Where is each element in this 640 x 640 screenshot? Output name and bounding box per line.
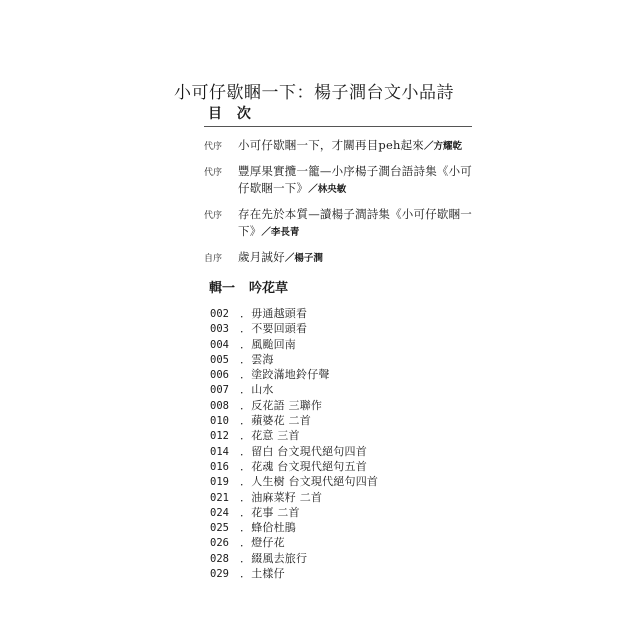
preface-list (204, 137, 480, 275)
poem-title: ．塗跤滿地鈴仔聲 (240, 368, 330, 382)
poem-title: ．反花語 三聯作 (240, 398, 323, 412)
poem-title: ．蜂佮杜鵑 (240, 521, 296, 535)
poem-title: ．花魂 台文現代絕句五首 (240, 459, 367, 473)
book-title: 小可仔歇睏一下：楊子澗台文小品詩 (174, 83, 454, 103)
preface-label: 代序 (204, 211, 223, 221)
preface-author: ／林央敏 (308, 184, 347, 195)
page-number: 028 (210, 552, 229, 565)
toc-row (210, 505, 378, 520)
page-number: 008 (210, 399, 229, 412)
poem-title: ．花意 三首 (240, 429, 300, 443)
toc-row (210, 490, 378, 505)
preface-author: ／李長青 (261, 227, 300, 238)
page-number: 007 (210, 384, 229, 397)
page-number: 026 (210, 537, 229, 550)
poem-title: ．花事 二首 (240, 505, 300, 519)
page-number: 021 (210, 491, 229, 504)
poem-title: ．留白 台文現代絕句四首 (240, 444, 367, 458)
page-number: 019 (210, 476, 229, 489)
poem-list (210, 306, 378, 581)
preface-title: 豐厚果實攬一籠—小序楊子澗台語詩集《小可仔歇睏一下》 (238, 164, 472, 195)
page-number: 002 (210, 308, 229, 320)
preface-title: 存在先於本質—讀楊子澗詩集《小可仔歇睏一下》 (238, 207, 472, 238)
preface-author: ／楊子澗 (284, 253, 323, 264)
preface-author: ／方耀乾 (423, 141, 462, 152)
poem-title: ．綴風去旅行 (240, 551, 308, 565)
page-number: 004 (210, 338, 229, 351)
toc-row (210, 352, 378, 367)
toc-row (210, 337, 378, 352)
poem-title: ．山水 (240, 383, 274, 397)
poem-title: ．土樣仔 (240, 567, 285, 581)
toc-row (210, 535, 378, 550)
poem-title: ．蘋婆花 二首 (240, 414, 311, 428)
toc-row (210, 398, 378, 413)
toc-row (210, 459, 378, 474)
page-number: 010 (210, 415, 229, 428)
preface-item (204, 163, 480, 198)
poem-title: ．雲海 (240, 352, 274, 366)
toc-row (210, 413, 378, 428)
poem-title: ．油麻菜籽 二首 (240, 490, 323, 504)
preface-label: 自序 (204, 254, 223, 264)
page-number: 014 (210, 445, 229, 458)
section-name: 吟花草 (249, 281, 289, 296)
toc-row (210, 428, 378, 443)
toc-row (210, 444, 378, 459)
toc-row (210, 520, 378, 535)
toc-row (210, 474, 378, 489)
poem-title: ．風颱回南 (240, 337, 296, 351)
toc-heading: 目 次 (208, 106, 256, 122)
poem-title: ．不要回頭看 (240, 322, 308, 336)
preface-item (204, 206, 480, 241)
poem-title: ．人生樹 台文現代絕句四首 (240, 475, 379, 489)
toc-row (210, 382, 378, 397)
toc-row (210, 551, 378, 566)
preface-title: 歲月誠好 (238, 250, 285, 264)
page-number: 025 (210, 522, 229, 535)
page-number: 024 (210, 506, 229, 519)
poem-title: ．燈仔花 (240, 536, 285, 550)
section-heading (209, 277, 288, 296)
section-number: 輯一 (209, 281, 236, 296)
toc-row (210, 367, 378, 382)
preface-item (204, 137, 480, 155)
preface-label: 代序 (204, 168, 223, 178)
toc-row (210, 566, 378, 581)
page-number: 029 (210, 568, 229, 581)
page-number: 003 (210, 323, 229, 336)
preface-label: 代序 (204, 142, 223, 152)
preface-item (204, 249, 480, 267)
poem-title: ．毋通越頭看 (240, 307, 308, 320)
page-number: 006 (210, 369, 229, 382)
divider-rule (204, 126, 472, 127)
page-number: 005 (210, 353, 229, 366)
preface-title: 小可仔歇睏一下，才關再目peh起來 (238, 138, 424, 152)
toc-row (210, 321, 378, 336)
toc-row (210, 306, 378, 321)
page-number: 012 (210, 430, 229, 443)
page-number: 016 (210, 460, 229, 473)
